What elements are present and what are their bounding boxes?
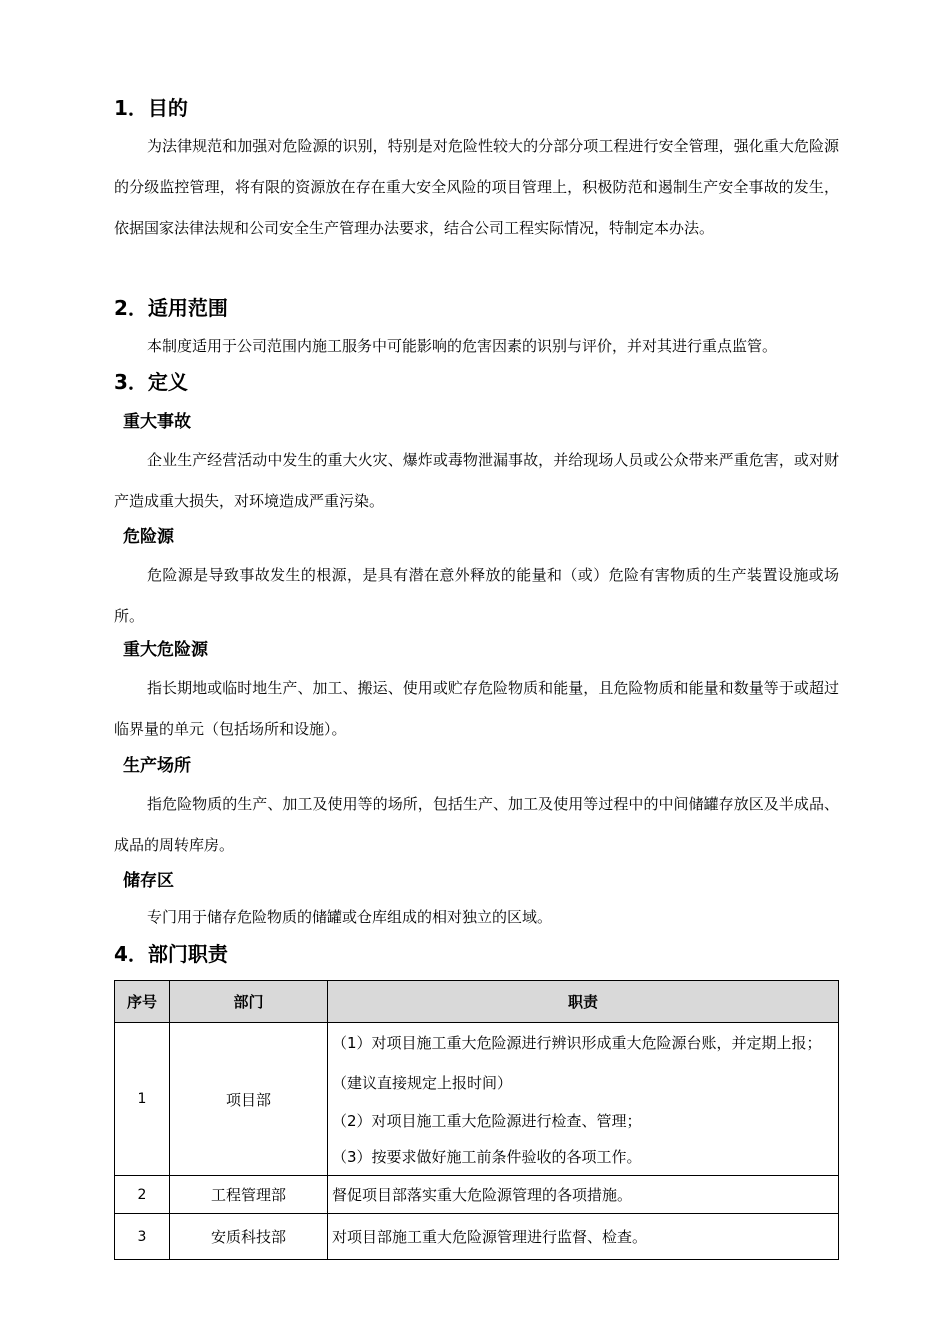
section-title-definitions: 3．定义 (114, 370, 188, 394)
duties-table (114, 980, 839, 1260)
table-row (115, 1176, 839, 1214)
duty-line: （2）对项目施工重大危险源进行检查、管理； (332, 1112, 642, 1130)
definition-term: 储存区 (123, 871, 174, 891)
header-num: 序号 (115, 981, 170, 1023)
section-title-scope: 2．适用范围 (114, 296, 228, 320)
header-duty: 职责 (328, 981, 839, 1023)
cell-num: 3 (115, 1214, 170, 1260)
cell-num: 2 (115, 1176, 170, 1214)
section-title-duties: 4．部门职责 (114, 942, 228, 966)
definition-text: 专门用于储存危险物质的储罐或仓库组成的相对独立的区域。 (147, 908, 553, 926)
definition-term: 危险源 (123, 527, 174, 547)
duty-line: （3）按要求做好施工前条件验收的各项工作。 (332, 1148, 642, 1166)
definition-text: 危险源是导致事故发生的根源，是具有潜在意外释放的能量和（或）危险有害物质的生产装置设施或场所。 (114, 566, 839, 625)
cell-dept: 项目部 (170, 1023, 328, 1176)
cell-duty (328, 1023, 839, 1176)
cell-num: 1 (115, 1023, 170, 1176)
definition-term: 重大危险源 (123, 640, 208, 660)
section-title-purpose: 1．目的 (114, 96, 188, 120)
cell-duty (328, 1176, 839, 1214)
cell-dept: 安质科技部 (170, 1214, 328, 1260)
table-header-row (115, 981, 839, 1023)
cell-dept: 工程管理部 (170, 1176, 328, 1214)
duty-line: （1）对项目施工重大危险源进行辨识形成重大危险源台账，并定期上报；（建议直接规定上报时间） (332, 1034, 822, 1092)
table-row (115, 1214, 839, 1260)
cell-duty (328, 1214, 839, 1260)
header-dept: 部门 (170, 981, 328, 1023)
table-row (115, 1023, 839, 1176)
definition-text: 指危险物质的生产、加工及使用等的场所，包括生产、加工及使用等过程中的中间储罐存放区及半成品、成品的周转库房。 (114, 795, 839, 854)
definition-term: 生产场所 (123, 756, 191, 776)
paragraph-scope: 本制度适用于公司范围内施工服务中可能影响的危害因素的识别与评价，并对其进行重点监管。 (147, 337, 778, 355)
definition-text: 企业生产经营活动中发生的重大火灾、爆炸或毒物泄漏事故，并给现场人员或公众带来严重危害，或对财产造成重大损失，对环境造成严重污染。 (114, 451, 839, 510)
definition-term: 重大事故 (123, 412, 191, 432)
duty-line: 督促项目部落实重大危险源管理的各项措施。 (332, 1185, 633, 1204)
paragraph-purpose: 为法律规范和加强对危险源的识别，特别是对危险性较大的分部分项工程进行安全管理，强化重大危险源的分级监控管理，将有限的资源放在存在重大安全风险的项目管理上，积极防范和遏制生产安全事故的发生，依据国家法律法规和公司安全生产管理办法要求，结合公司工程实际情况，特制定本办法。 (114, 137, 839, 237)
duty-line: 对项目部施工重大危险源管理进行监督、检查。 (332, 1227, 648, 1246)
definition-text: 指长期地或临时地生产、加工、搬运、使用或贮存危险物质和能量，且危险物质和能量和数量等于或超过临界量的单元（包括场所和设施）。 (114, 679, 839, 738)
